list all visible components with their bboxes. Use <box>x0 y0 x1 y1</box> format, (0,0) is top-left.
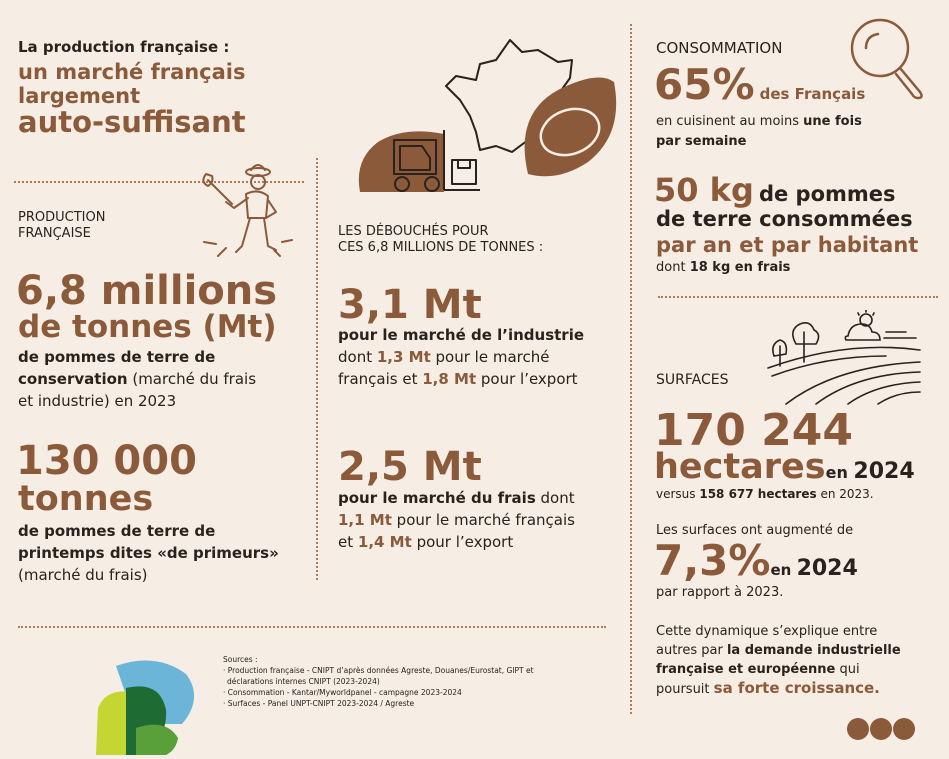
increase-value: 7,3% <box>654 536 771 585</box>
stat-number-line: 6,8 millions <box>16 268 278 314</box>
header-title-emphasis: auto-suffisant <box>18 105 246 139</box>
divider <box>630 24 632 714</box>
sources <box>223 654 613 709</box>
sources-line: · Consommation - Kantar/Myworldpanel - campagne 2023-2024 <box>223 688 462 697</box>
field-icon <box>766 310 922 406</box>
desc-text: pour le marché français <box>391 511 575 529</box>
unit-suffix: en <box>825 463 854 482</box>
desc-text: en cuisinent au moins <box>656 114 804 129</box>
desc-value: 1,3 Mt <box>376 348 431 366</box>
expl-text: poursuit <box>656 682 714 697</box>
potato-icon <box>518 74 618 180</box>
header-intro: La production française : <box>18 38 230 56</box>
desc-bold: 158 677 hectares <box>699 487 817 501</box>
logo-icon <box>96 658 200 755</box>
expl-bold: la demande industrielle <box>726 643 901 658</box>
sources-line: · Surfaces - Panel UNPT-CNIPT 2023-2024 / Agreste <box>223 699 415 708</box>
production-stat2-unit: tonnes <box>18 479 154 519</box>
desc-bold: pour le marché du frais <box>338 489 536 507</box>
kg-text: de pommes <box>758 182 896 206</box>
desc-text: pour l’export <box>411 533 514 551</box>
desc-text: pour le marché <box>430 348 550 366</box>
desc-line: pour le marché de l’industrie <box>338 326 585 344</box>
pagination-dot <box>893 718 915 740</box>
kg-line: de terre consommées <box>656 207 913 231</box>
desc-text: dont <box>535 489 575 507</box>
desc-text: versus <box>656 487 700 501</box>
farmer-icon <box>196 160 296 260</box>
pagination-dot <box>870 718 892 740</box>
expl-text: qui <box>835 662 860 677</box>
unit-text: hectares <box>654 447 826 487</box>
production-stat1-number <box>16 270 277 312</box>
debouches-stat1-number: 3,1 Mt <box>338 282 482 328</box>
expl-text: autres par <box>656 643 727 658</box>
production-stat1-unit: de tonnes (Mt) <box>18 309 277 345</box>
production-stat2-number: 130 000 <box>16 438 197 484</box>
pagination-dot <box>847 718 869 740</box>
desc-text: pour l’export <box>476 370 578 388</box>
production-stat2-desc <box>18 520 313 586</box>
debouches-stat1-desc <box>338 324 628 390</box>
consommation-kg-desc <box>656 206 918 258</box>
kg-value: 50 kg <box>654 171 754 209</box>
expl-line: Cette dynamique s’explique entre <box>656 624 878 639</box>
surfaces-explanation <box>656 622 901 699</box>
desc-value: 1,8 Mt <box>422 370 477 388</box>
debouches-stat2-desc <box>338 487 628 553</box>
debouches-stat2-number: 2,5 Mt <box>338 444 482 490</box>
consommation-kg <box>654 172 896 208</box>
desc-text: français et <box>338 370 423 388</box>
label-line: CES 6,8 MILLIONS DE TONNES : <box>338 240 544 255</box>
label-line: FRANÇAISE <box>18 226 91 241</box>
sources-title: Sources : <box>223 655 258 664</box>
production-stat1-desc <box>18 346 308 412</box>
consommation-label: CONSOMMATION <box>656 39 783 57</box>
desc-bold: une fois <box>803 114 862 129</box>
surfaces-number: 170 244 <box>654 405 854 456</box>
surfaces-increase-rel: par rapport à 2023. <box>656 585 784 600</box>
expl-highlight: sa forte croissance. <box>713 679 880 697</box>
desc-bold: conservation <box>18 370 128 388</box>
forklift-icon <box>354 126 490 196</box>
desc-line: de pommes de terre de <box>18 348 216 366</box>
kg-line: par an et par habitant <box>656 233 919 257</box>
unit-year: 2024 <box>853 459 915 484</box>
desc-line: par semaine <box>656 134 747 149</box>
desc-line: de pommes de terre de <box>18 522 216 540</box>
increase-year: 2024 <box>796 556 858 581</box>
surfaces-unit <box>654 448 915 486</box>
desc-text: dont <box>656 260 690 275</box>
desc-text: en 2023. <box>816 487 874 501</box>
consommation-kg-frais <box>656 260 790 275</box>
desc-line: (marché du frais) <box>18 566 148 584</box>
surfaces-versus <box>656 487 874 501</box>
debouches-label <box>338 224 543 256</box>
divider <box>18 626 606 628</box>
sources-line: déclarations internes CNIPT (2023-2024) <box>227 677 380 686</box>
desc-text: (marché du frais <box>127 370 257 388</box>
surfaces-increase <box>654 538 858 584</box>
label-line: LES DÉBOUCHÉS POUR <box>338 224 489 239</box>
increase-text: en <box>770 561 797 579</box>
consommation-desc <box>656 112 862 152</box>
divider <box>316 158 318 580</box>
sources-line: · Production française - CNIPT d’après données Agreste, Douanes/Eurostat, GIPT et <box>223 666 534 675</box>
percent-suffix: des Français <box>759 85 866 103</box>
label-line: PRODUCTION <box>18 210 106 225</box>
percent-value: 65% <box>654 60 755 109</box>
desc-text: et <box>338 533 358 551</box>
desc-value: 1,1 Mt <box>338 511 392 529</box>
desc-line: et industrie) en 2023 <box>18 392 177 410</box>
desc-line: printemps dites «de primeurs» <box>18 544 279 562</box>
header-title: un marché français largement <box>18 60 246 108</box>
expl-bold: française et européenne <box>656 662 836 677</box>
surfaces-label: SURFACES <box>656 372 729 388</box>
desc-text: dont <box>338 348 377 366</box>
consommation-percent <box>654 62 865 108</box>
production-label <box>18 210 105 242</box>
desc-value: 1,4 Mt <box>357 533 412 551</box>
desc-bold: 18 kg en frais <box>689 260 791 275</box>
surfaces-increase-intro: Les surfaces ont augmenté de <box>656 523 854 538</box>
divider <box>658 296 938 298</box>
